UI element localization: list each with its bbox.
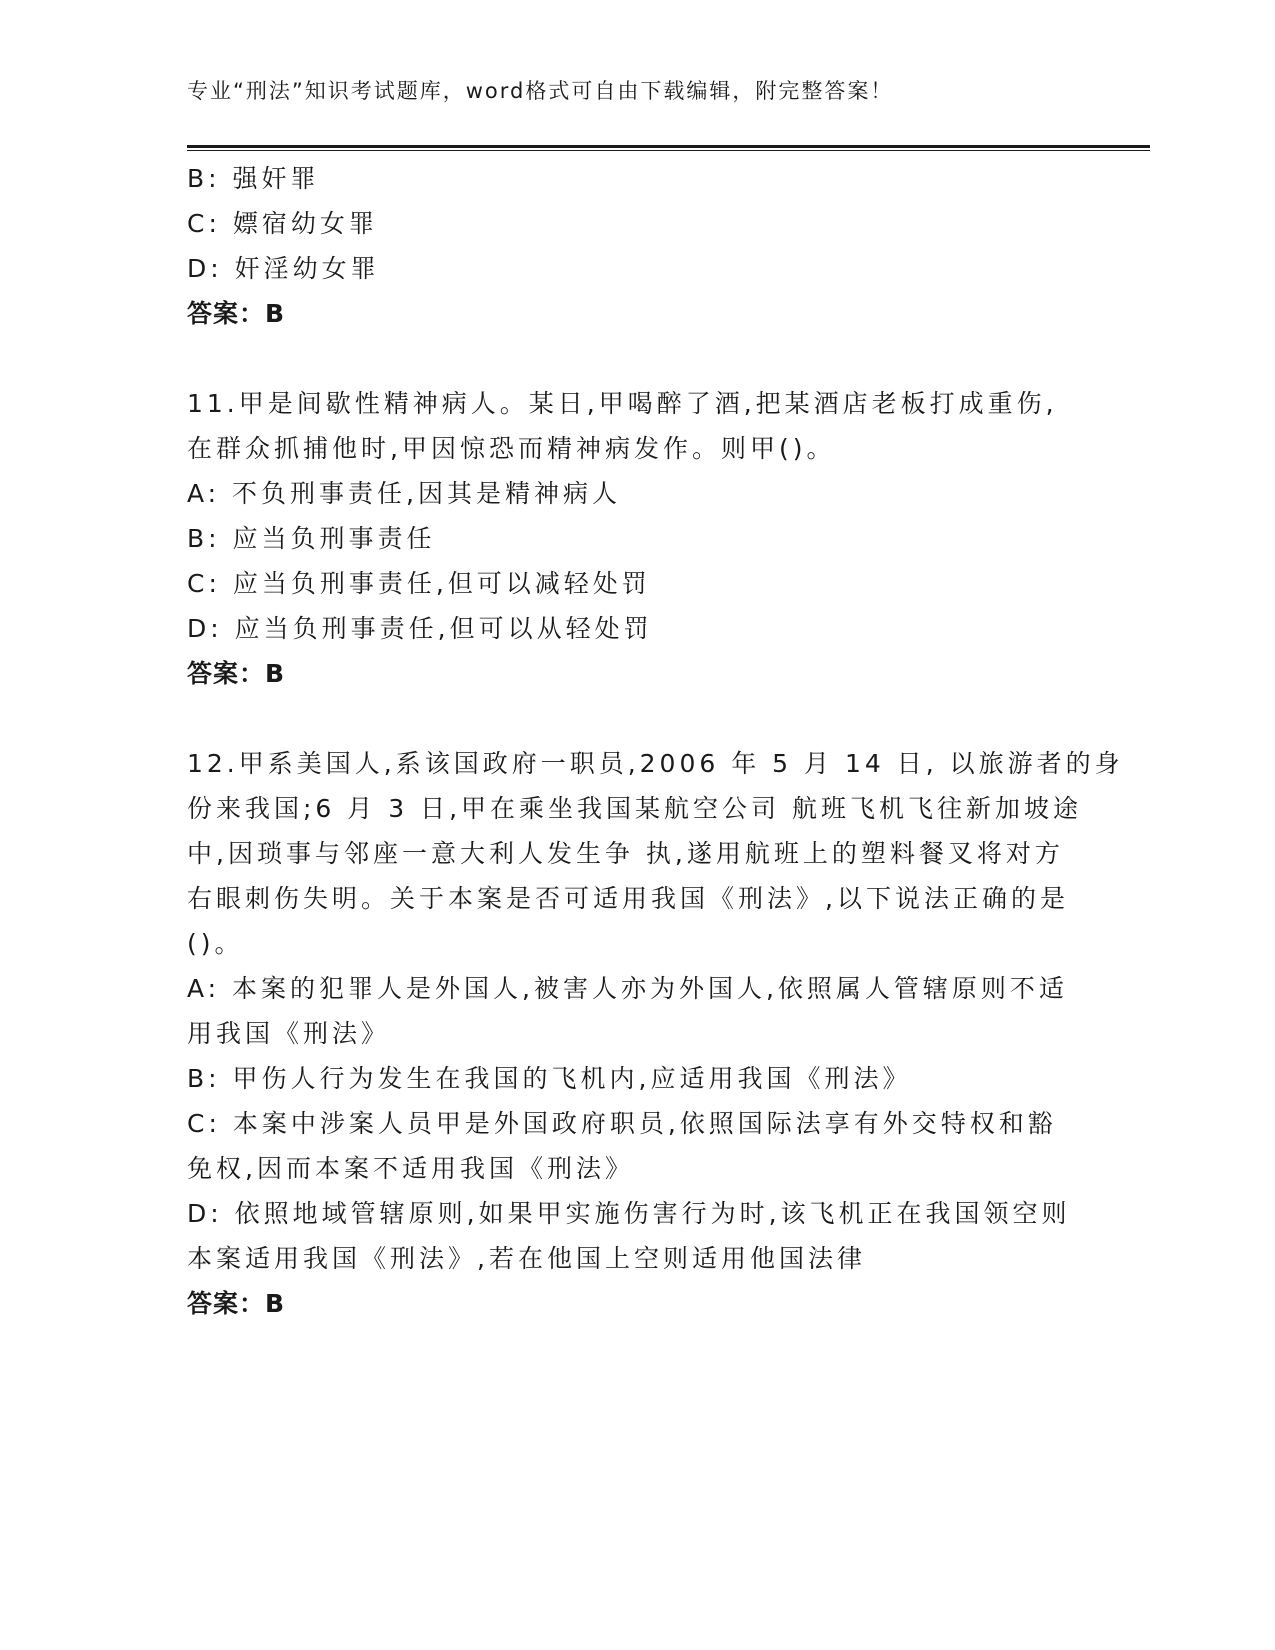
question-11 — [187, 381, 1067, 696]
spacer — [187, 336, 1067, 381]
q12-option-a-cont: 用我国《刑法》 — [187, 1019, 391, 1048]
header-divider-thick — [187, 145, 1150, 148]
q12-stem-line: 右眼刺伤失明。关于本案是否可适用我国《刑法》,以下说法正确的是 — [187, 884, 1069, 913]
page-header: 专业“刑法”知识考试题库，word格式可自由下载编辑，附完整答案！ — [187, 79, 894, 103]
q11-stem-line: 在群众抓捕他时,甲因惊恐而精神病发作。则甲()。 — [187, 434, 836, 463]
q11-option-d: D: 应当负刑事责任,但可以从轻处罚 — [187, 614, 653, 643]
q12-stem-line: 中,因琐事与邻座一意大利人发生争 执,遂用航班上的塑料餐叉将对方 — [187, 839, 1064, 868]
q12-option-a: A: 本案的犯罪人是外国人,被害人亦为外国人,依照属人管辖原则不适 — [187, 974, 1068, 1003]
q11-option-a: A: 不负刑事责任,因其是精神病人 — [187, 479, 621, 508]
q12-answer: 答案：B — [187, 1289, 286, 1318]
q11-option-c: C: 应当负刑事责任,但可以减轻处罚 — [187, 569, 651, 598]
q11-stem-line: 11.甲是间歇性精神病人。某日,甲喝醉了酒,把某酒店老板打成重伤, — [187, 389, 1058, 418]
q12-stem-line: ()。 — [187, 929, 244, 958]
q12-stem-line: 份来我国;6 月 3 日,甲在乘坐我国某航空公司 航班飞机飞往新加坡途 — [187, 794, 1082, 823]
q12-option-b: B: 甲伤人行为发生在我国的飞机内,应适用我国《刑法》 — [187, 1064, 912, 1093]
question-content — [187, 156, 1124, 1326]
header-divider-thin — [187, 150, 1150, 151]
spacer — [187, 696, 1067, 741]
q12-option-d: D: 依照地域管辖原则,如果甲实施伤害行为时,该飞机正在我国领空则 — [187, 1199, 1071, 1228]
q11-option-b: B: 应当负刑事责任 — [187, 524, 436, 553]
q10-option-b: B: 强奸罪 — [187, 164, 320, 193]
q10-option-c: C: 嫖宿幼女罪 — [187, 209, 378, 238]
q12-stem-line: 12.甲系美国人,系该国政府一职员,2006 年 5 月 14 日, 以旅游者的身 — [187, 749, 1124, 778]
q12-option-d-cont: 本案适用我国《刑法》,若在他国上空则适用他国法律 — [187, 1244, 866, 1273]
q10-option-d: D: 奸淫幼女罪 — [187, 254, 380, 283]
q12-option-c: C: 本案中涉案人员甲是外国政府职员,依照国际法享有外交特权和豁 — [187, 1109, 1057, 1138]
q10-answer: 答案：B — [187, 299, 286, 328]
q12-option-c-cont: 免权,因而本案不适用我国《刑法》 — [187, 1154, 634, 1183]
question-12 — [187, 741, 1124, 1326]
question-10 — [187, 156, 1067, 336]
q11-answer: 答案：B — [187, 659, 286, 688]
